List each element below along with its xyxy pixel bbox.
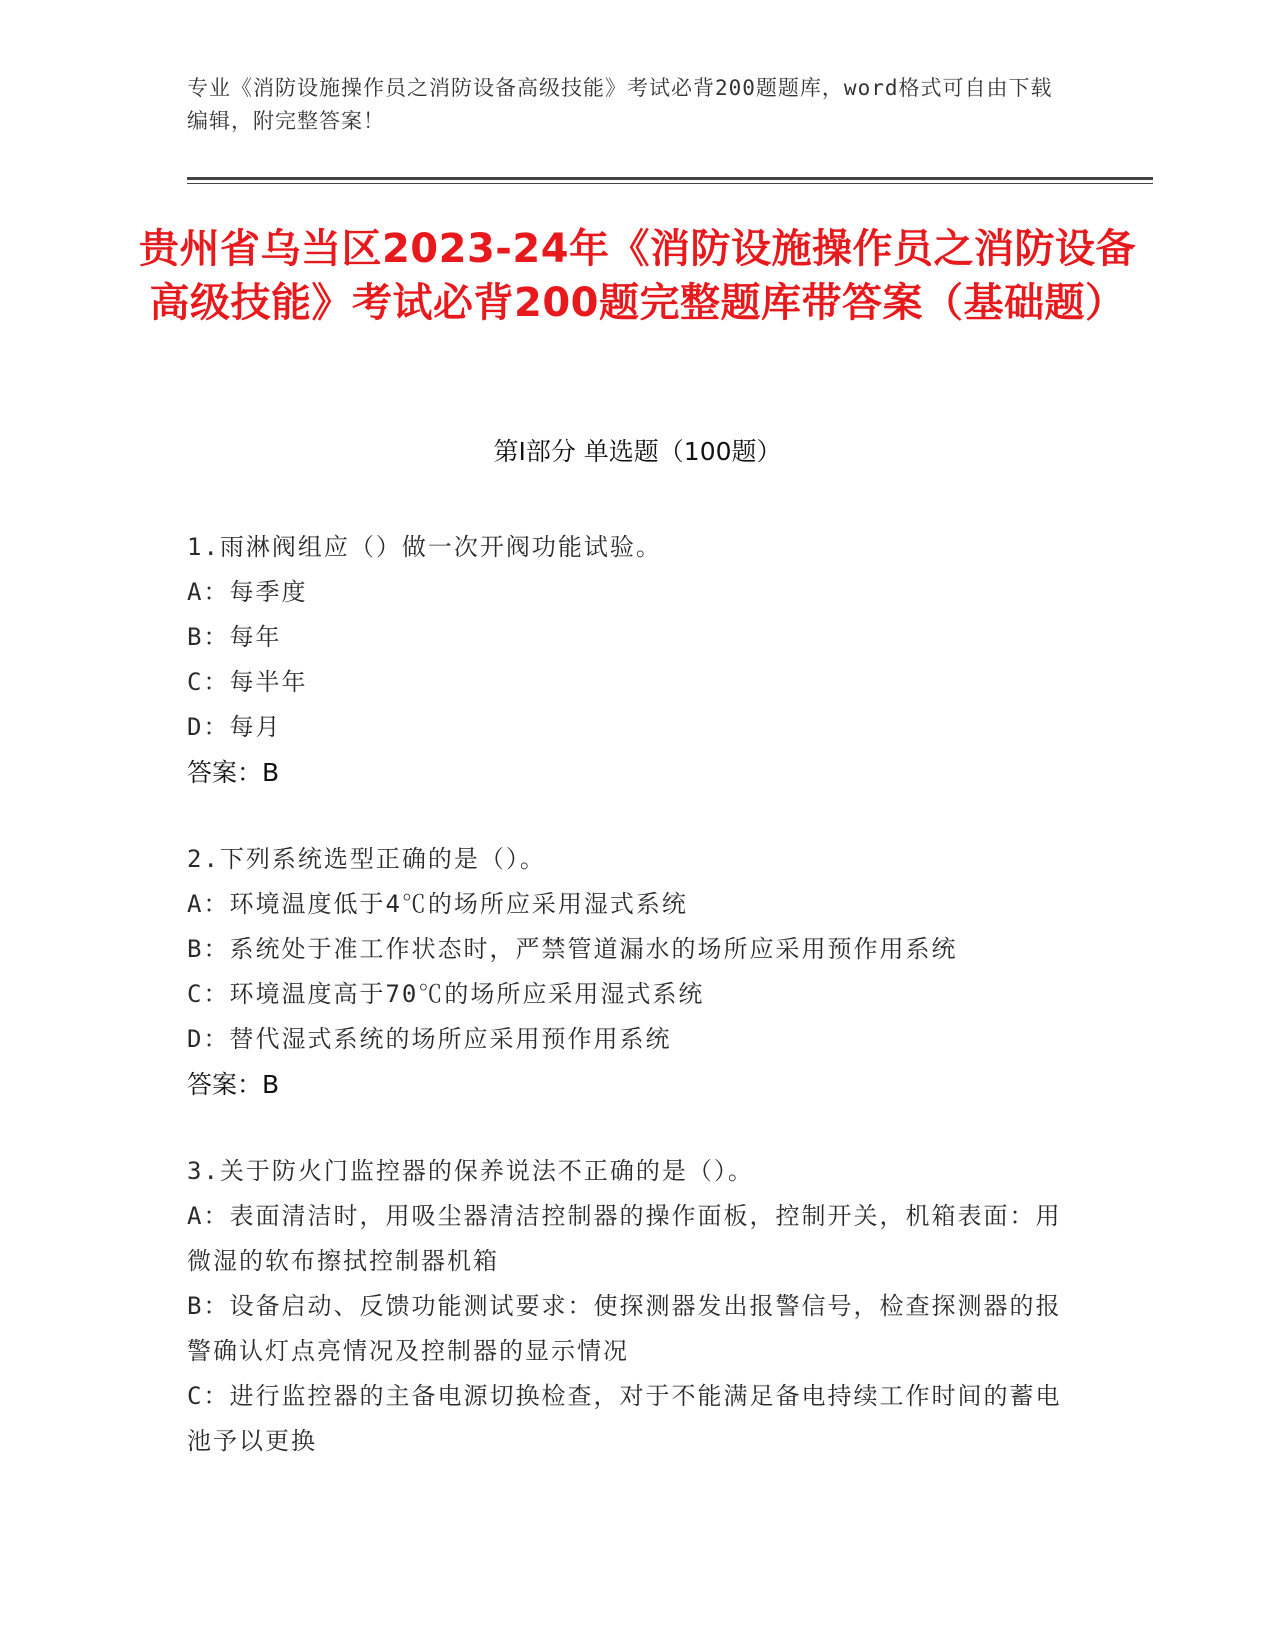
header-divider-thin — [187, 183, 1153, 184]
answer: 答案：B — [187, 758, 280, 787]
header-divider-thick — [187, 177, 1153, 180]
option-c: C：环境温度高于70℃的场所应采用湿式系统 — [187, 980, 705, 1008]
question-2 — [187, 837, 1077, 1107]
section-title: 第I部分 单选题（100题） — [493, 437, 782, 466]
question-list — [187, 525, 1077, 1506]
header-note: 专业《消防设施操作员之消防设备高级技能》考试必背200题题库，word格式可自由下载编辑，附完整答案！ — [187, 76, 1053, 133]
answer: 答案：B — [187, 1070, 280, 1099]
option-a: A：每季度 — [187, 578, 308, 606]
option-d: D：替代湿式系统的场所应采用预作用系统 — [187, 1025, 672, 1053]
document-title: 贵州省乌当区2023-24年《消防设施操作员之消防设备高级技能》考试必背200题完整题库带答案（基础题） — [138, 226, 1137, 326]
question-stem: 1.雨淋阀组应（）做一次开阀功能试验。 — [187, 533, 662, 561]
option-b: B：系统处于准工作状态时，严禁管道漏水的场所应采用预作用系统 — [187, 935, 958, 963]
option-a: A：表面清洁时，用吸尘器清洁控制器的操作面板，控制开关，机箱表面：用微湿的软布擦拭控制器机箱 — [187, 1202, 1062, 1275]
option-c: C：每半年 — [187, 668, 308, 696]
option-d: D：每月 — [187, 713, 282, 741]
option-c: C：进行监控器的主备电源切换检查，对于不能满足备电持续工作时间的蓄电池予以更换 — [187, 1382, 1062, 1455]
option-a: A：环境温度低于4℃的场所应采用湿式系统 — [187, 890, 688, 918]
question-stem: 2.下列系统选型正确的是（）。 — [187, 845, 546, 873]
question-3 — [187, 1149, 1077, 1464]
option-b: B：每年 — [187, 623, 282, 651]
question-stem: 3.关于防火门监控器的保养说法不正确的是（）。 — [187, 1157, 754, 1185]
question-1 — [187, 525, 1077, 795]
option-b: B：设备启动、反馈功能测试要求：使探测器发出报警信号，检查探测器的报警确认灯点亮情况及控制器的显示情况 — [187, 1292, 1062, 1365]
